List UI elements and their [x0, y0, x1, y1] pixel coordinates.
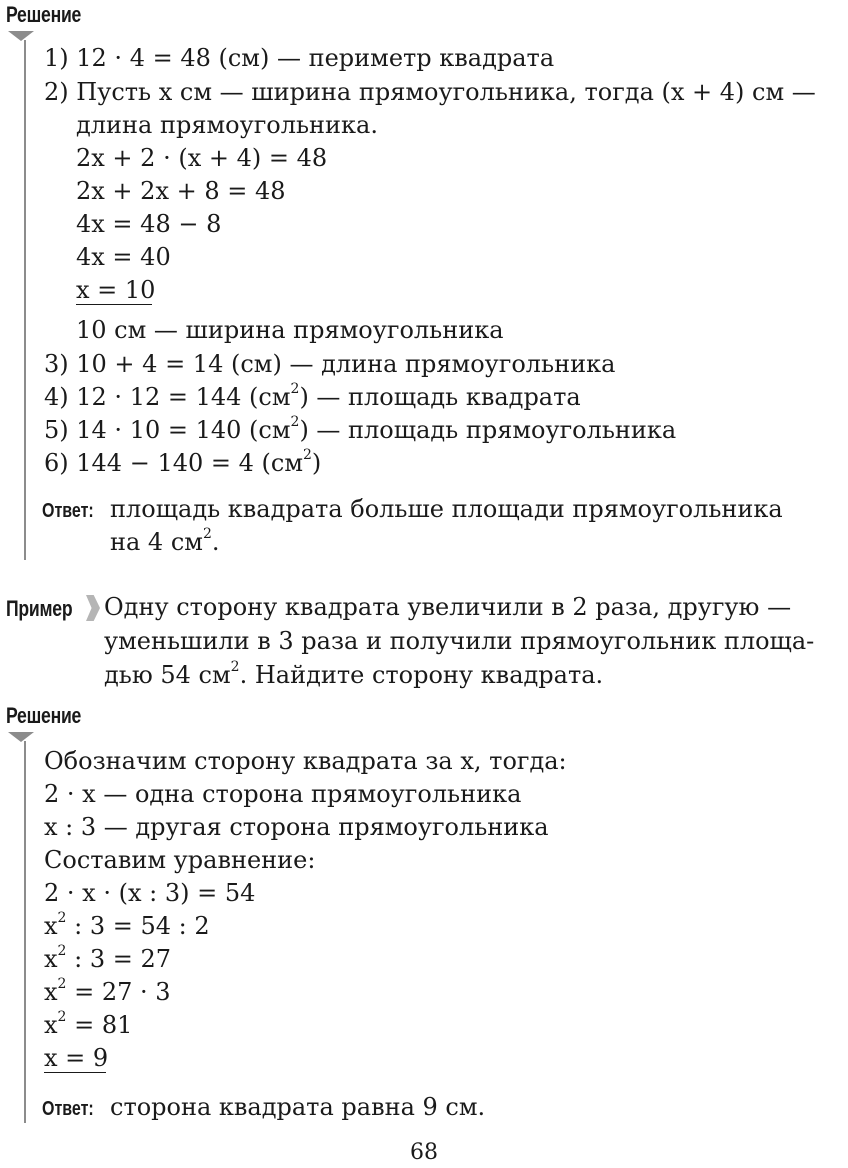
- step-6: [44, 447, 321, 480]
- step-5: [44, 414, 676, 447]
- superscript: 2: [290, 381, 300, 397]
- superscript: 2: [302, 447, 312, 463]
- equation-part: : 3 = 54 : 2: [74, 912, 210, 940]
- step-1: 1) 12 · 4 = 48 (см) — периметр квадрата: [44, 44, 555, 72]
- example-text: уменьшили в 3 раза и получили прямоугольник площа-: [104, 627, 815, 655]
- superscript: 2: [230, 659, 240, 675]
- step-4: [44, 381, 581, 414]
- equation: 2x + 2 · (x + 4) = 48: [76, 144, 328, 172]
- answer-label: Ответ:: [42, 1098, 94, 1120]
- answer-text: сторона квадрата равна 9 см.: [110, 1093, 486, 1121]
- superscript: 2: [57, 943, 67, 959]
- solution-bracket: [24, 40, 26, 560]
- answer-label: Ответ:: [42, 500, 94, 522]
- equation: [44, 976, 171, 1009]
- answer-text: площадь квадрата больше площади прямоугольника: [110, 495, 783, 523]
- variable: x: [44, 912, 58, 940]
- step-text: 5) 14 · 10 = 140 (см: [44, 416, 291, 444]
- step-text: ) — площадь прямоугольника: [299, 416, 677, 444]
- result-underlined: x = 10: [76, 276, 156, 304]
- equation-conclusion: 10 см — ширина прямоугольника: [76, 316, 504, 344]
- equation: [44, 1009, 132, 1042]
- heading-marker-icon: [8, 732, 34, 742]
- answer-text-cont: [110, 526, 220, 559]
- equation: [44, 910, 210, 943]
- equation: 2x + 2x + 8 = 48: [76, 177, 286, 205]
- step-2-cont: длина прямоугольника.: [76, 111, 378, 139]
- variable: x: [44, 978, 58, 1006]
- solution-heading: Решение: [6, 703, 82, 728]
- example-text: [104, 659, 603, 692]
- equation: 2 · x · (x : 3) = 54: [44, 879, 256, 907]
- superscript: 2: [57, 976, 67, 992]
- result-underlined: x = 9: [44, 1044, 109, 1072]
- equation-result: [76, 274, 156, 307]
- variable: x: [44, 1011, 58, 1039]
- step-text: ): [311, 449, 322, 477]
- solution-line: x : 3 — другая сторона прямоугольника: [44, 813, 549, 841]
- superscript: 2: [290, 414, 300, 430]
- step-3: 3) 10 + 4 = 14 (см) — длина прямоугольника: [44, 350, 616, 378]
- solution-line: 2 · x — одна сторона прямоугольника: [44, 780, 522, 808]
- example-text-part: дью 54 см: [104, 661, 231, 689]
- equation-part: = 81: [74, 1011, 133, 1039]
- answer-text: .: [211, 528, 220, 556]
- page-number: 68: [410, 1140, 438, 1165]
- example-arrow-icon: [86, 595, 100, 621]
- example-label: Пример: [6, 596, 73, 621]
- step-text: 6) 144 − 140 = 4 (см: [44, 449, 303, 477]
- variable: x: [44, 945, 58, 973]
- heading-marker-icon: [8, 31, 34, 41]
- step-text: ) — площадь квадрата: [299, 383, 581, 411]
- solution-bracket: [24, 741, 26, 1123]
- equation-part: = 27 · 3: [74, 978, 171, 1006]
- superscript: 2: [57, 910, 67, 926]
- example-text: Одну сторону квадрата увеличили в 2 раза, другую —: [104, 593, 792, 621]
- solution-line: Составим уравнение:: [44, 846, 316, 874]
- step-2: 2) Пусть x см — ширина прямоугольника, тогда (x + 4) см —: [44, 78, 816, 106]
- step-text: 4) 12 · 12 = 144 (см: [44, 383, 291, 411]
- answer-text: на 4 см: [110, 528, 203, 556]
- equation: 4x = 48 − 8: [76, 210, 222, 238]
- equation-result: [44, 1042, 109, 1075]
- solution-line: Обозначим сторону квадрата за x, тогда:: [44, 747, 567, 775]
- equation-part: : 3 = 27: [74, 945, 171, 973]
- equation: [44, 943, 171, 976]
- example-text-part: . Найдите сторону квадрата.: [239, 661, 604, 689]
- superscript: 2: [202, 526, 212, 542]
- equation: 4x = 40: [76, 243, 171, 271]
- superscript: 2: [57, 1009, 67, 1025]
- solution-heading: Решение: [6, 2, 82, 27]
